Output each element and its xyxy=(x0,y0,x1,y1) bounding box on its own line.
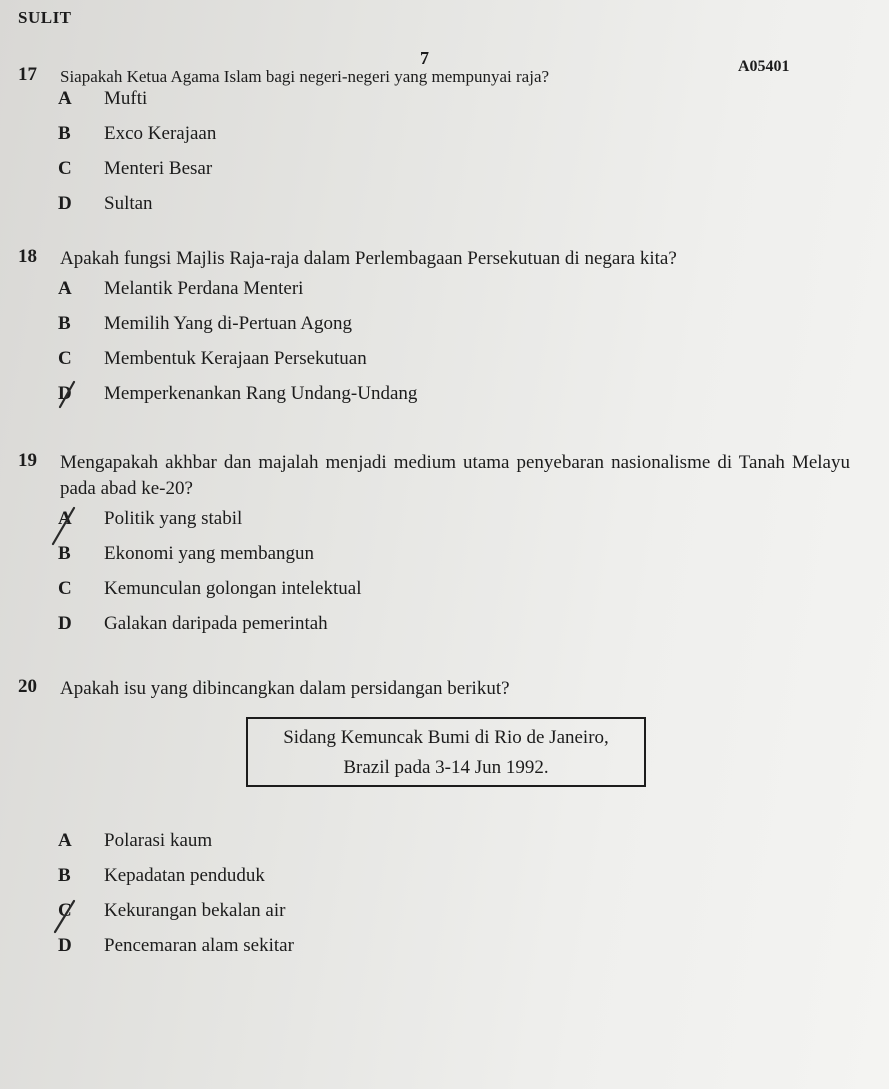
pen-mark-icon xyxy=(50,506,80,546)
option-text: Kemunculan golongan intelektual xyxy=(104,578,362,599)
question-text: Apakah fungsi Majlis Raja-raja dalam Perlembagaan Persekutuan di negara kita? xyxy=(60,248,677,269)
paper-code: A05401 xyxy=(738,58,790,75)
option-text: Exco Kerajaan xyxy=(104,123,217,144)
conference-info-box xyxy=(246,717,646,787)
question-number: 17 xyxy=(18,64,37,85)
option-text: Mufti xyxy=(104,88,148,109)
option-text: Memilih Yang di-Pertuan Agong xyxy=(104,313,353,334)
option-letter: B xyxy=(58,543,71,564)
option-letter: A xyxy=(58,508,72,529)
option-text: Membentuk Kerajaan Persekutuan xyxy=(104,348,367,369)
option-text: Kekurangan bekalan air xyxy=(104,900,286,921)
option-text: Politik yang stabil xyxy=(104,508,243,529)
question-number: 18 xyxy=(18,246,37,267)
option-letter: B xyxy=(58,865,71,886)
option-text: Ekonomi yang membangun xyxy=(104,543,315,564)
info-line: Brazil pada 3-14 Jun 1992. xyxy=(343,757,549,778)
question-text: Apakah isu yang dibincangkan dalam persidangan berikut? xyxy=(60,678,510,699)
option-letter: A xyxy=(58,278,72,299)
option-text: Memperkenankan Rang Undang-Undang xyxy=(104,383,418,404)
option-letter: D xyxy=(58,935,72,956)
option-text: Kepadatan penduduk xyxy=(104,865,265,886)
option-letter: D xyxy=(58,193,72,214)
pen-mark-icon xyxy=(54,379,80,409)
option-text: Menteri Besar xyxy=(104,158,213,179)
option-text: Melantik Perdana Menteri xyxy=(104,278,304,299)
option-letter: C xyxy=(58,158,72,179)
option-letter: D xyxy=(58,383,72,404)
page-number: 7 xyxy=(420,48,429,68)
option-letter: C xyxy=(58,900,72,921)
question-number: 19 xyxy=(18,450,37,471)
pen-mark-icon xyxy=(52,898,80,934)
question-text: Siapakah Ketua Agama Islam bagi negeri-negeri yang mempunyai raja? xyxy=(60,67,550,86)
option-text: Polarasi kaum xyxy=(104,830,213,851)
option-letter: C xyxy=(58,348,72,369)
option-text: Sultan xyxy=(104,193,153,214)
question-text: Mengapakah akhbar dan majalah menjadi medium utama penyebaran nasionalisme di Tanah Melayu pada abad ke-20? xyxy=(60,452,850,499)
option-letter: C xyxy=(58,578,72,599)
option-letter: A xyxy=(58,88,72,109)
option-letter: D xyxy=(58,613,72,634)
classification-label: SULIT xyxy=(18,8,72,27)
option-letter: A xyxy=(58,830,72,851)
option-letter: B xyxy=(58,313,71,334)
option-letter: B xyxy=(58,123,71,144)
option-text: Pencemaran alam sekitar xyxy=(104,935,294,956)
option-text: Galakan daripada pemerintah xyxy=(104,613,328,634)
info-line: Sidang Kemuncak Bumi di Rio de Janeiro, xyxy=(283,727,609,748)
question-number: 20 xyxy=(18,676,37,697)
